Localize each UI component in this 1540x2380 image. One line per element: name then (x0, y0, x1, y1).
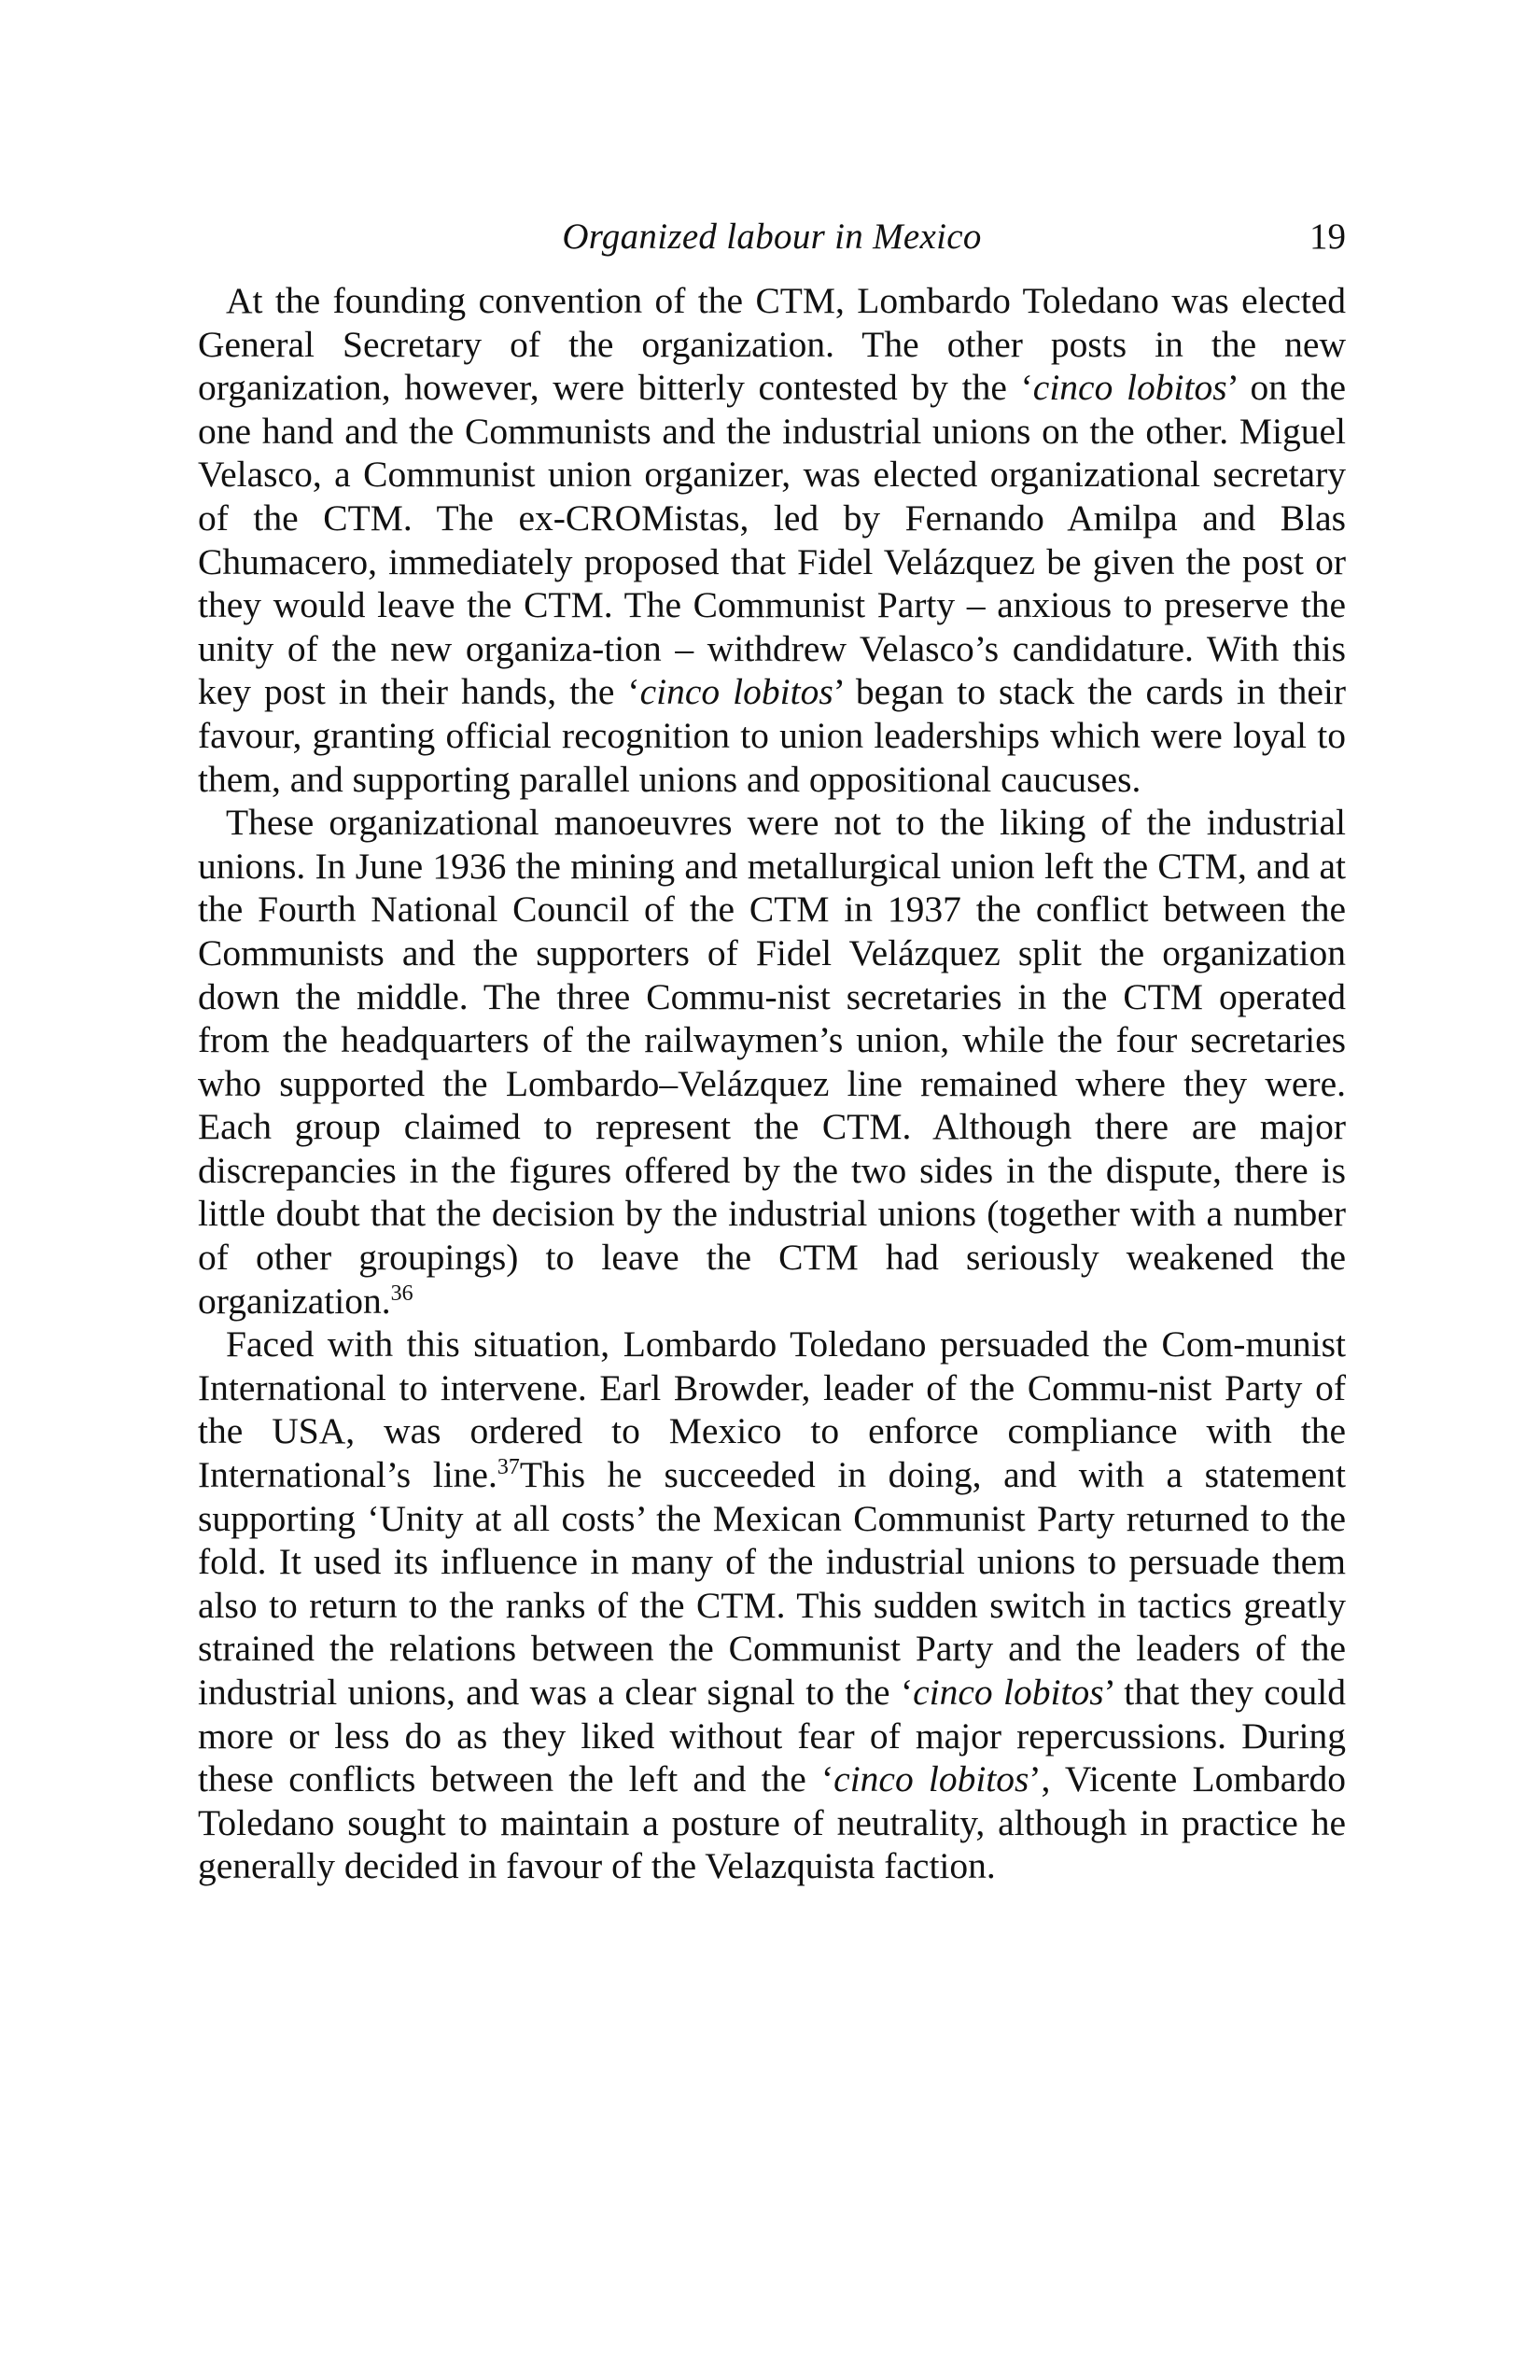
text-segment: These organizational manoeuvres were not to the liking of the industrial unions. In June 1936 the mining and metallurgical union left the CTM, and at the Fourth National Council of the CTM in 1937 the conflict between the Communists and the supporters of Fidel Velázquez split the organization down the middle. The three Commu-nist secretaries in the CTM operated from the headquarters of the railwaymen’s union, while the four secretaries who supported the Lombardo–Velázquez line remained where they were. Each group claimed to represent the CTM. Although there are major discrepancies in the figures offered by the two sides in the dispute, there is little doubt that the decision by the industrial unions (together with a number of other groupings) to leave the CTM had seriously weakened the organization. (198, 802, 1346, 1322)
paragraph-2 (198, 801, 1346, 1323)
italic-term: cinco lobitos (913, 1672, 1104, 1713)
text-segment: Faced with this situation, Lombardo Toledano persuaded the Com-munist International to intervene. Earl Browder, leader of the Commu-nist Party of the USA, was ordered to Mexico to enforce compliance with the International’s line. (198, 1323, 1346, 1496)
italic-term: cinco lobitos (833, 1758, 1029, 1800)
text-segment: ’ began to stack the cards in their favour, granting official recognition to union leaderships which were loyal to them, and supporting parallel unions and oppositional caucuses. (198, 671, 1346, 800)
text-segment: At the founding convention of the CTM, Lombardo Toledano was elected General Secretary of the organization. The other posts in the new organization, however, were bitterly contested by the ‘ (198, 280, 1346, 409)
text-segment: ’ on the one hand and the Communists and the industrial unions on the other. Miguel Velasco, a Communist union organizer, was elected organizational secretary of the CTM. The ex-CROMistas, led by Fernando Amilpa and Blas Chumacero, immediately proposed that Fidel Velázquez be given the post or they would leave the CTM. The Communist Party – anxious to preserve the unity of the new organiza-tion – withdrew Velasco’s candidature. With this key post in their hands, the ‘ (198, 367, 1347, 713)
text-segment: ’, Vicente Lombardo Toledano sought to maintain a posture of neutrality, although in practice he generally decided in favour of the Velazquista faction. (198, 1758, 1346, 1887)
text-segment: ’ that they could more or less do as they liked without fear of major repercussions. During these conflicts between the left and the ‘ (198, 1672, 1346, 1800)
paragraph-3 (198, 1323, 1346, 1888)
italic-term: cinco lobitos (639, 671, 833, 713)
running-head (198, 210, 1346, 264)
italic-term: cinco lobitos (1032, 367, 1227, 409)
book-page (198, 210, 1346, 1888)
page-number: 19 (1309, 217, 1346, 257)
text-segment: This he succeeded in doing, and with a statement supporting ‘Unity at all costs’ the Mexican Communist Party returned to the fold. It used its influence in many of the industrial unions to persuade them also to return to the ranks of the CTM. This sudden switch in tactics greatly strained the relations between the Communist Party and the leaders of the industrial unions, and was a clear signal to the ‘ (198, 1454, 1346, 1713)
running-title: Organized labour in Mexico (562, 217, 982, 257)
footnote-ref-37: 37 (497, 1455, 520, 1480)
footnote-ref-36: 36 (390, 1281, 413, 1306)
paragraph-1 (198, 279, 1346, 801)
